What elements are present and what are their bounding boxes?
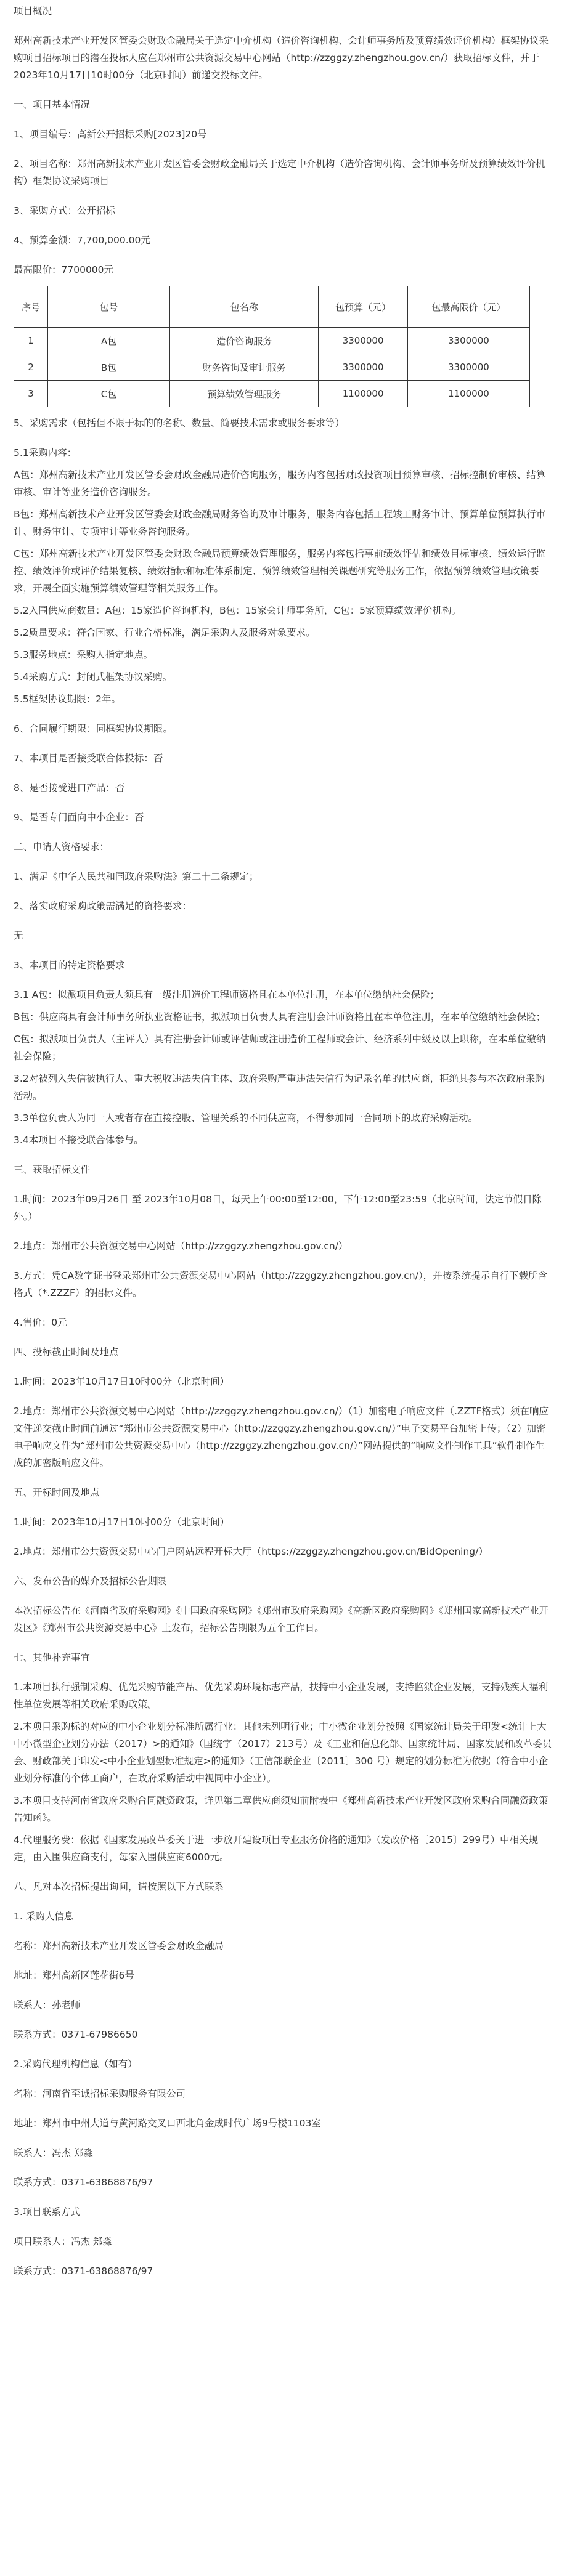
agency-phone: 联系方式：0371-63868876/97 [14,2177,153,2188]
procurement-method: 3、采购方式：公开招标 [14,205,115,216]
project-name: 2、项目名称：郑州高新技术产业开发区管委会财政金融局关于选定中介机构（造价咨询机构、会计师事务所及预算绩效评价机构）框架协议采购项目 [14,158,545,187]
project-contact-title: 3.项目联系方式 [14,2206,80,2218]
agency-info-title: 2.采购代理机构信息（如有） [14,2059,137,2070]
consortium-allowed: 7、本项目是否接受联合体投标：否 [14,753,163,764]
agency-address: 地址：郑州市中州大道与黄河路交叉口西北角金成时代广场9号楼1103室 [14,2118,321,2129]
header-package-no: 包号 [47,286,169,328]
table-header-row [14,286,530,328]
table-cell: 2 [14,354,48,381]
qualification-blacklist: 3.2对被列入失信被执行人、重大税收违法失信主体、政府采购严重违法失信行为记录名单的供应商，拒绝其参与本次政府采购活动。 [14,1073,545,1101]
imported-products: 8、是否接受进口产品：否 [14,782,125,793]
qualification-related-parties: 3.3单位负责人为同一人或者存在直接控股、管理关系的不同供应商，不得参加同一合同项下的政府采购活动。 [14,1112,478,1124]
deadline-location: 2.地点：郑州市公共资源交易中心网站（http://zzggzy.zhengzhou.gov.cn/）（1）加密电子响应文件（.ZZTF格式）须在响应文件递交截止时间前通过“郑州市公共资源交易中心（http://zzggzy.zhengzhou.gov.cn/）”电子交易平台加密上传；（2）加密电子响应文件为“郑州市公共资源交易中心（http://zzggzy.zhengzhou.gov.cn/）”网站提供的“响应文件制作工具”软件制作生成的加密版响应文件。 [14,1406,549,1468]
table-cell: 3300000 [319,354,407,381]
qualification-policy-value: 无 [14,930,23,941]
table-cell: 1 [14,328,48,354]
package-table [14,286,530,407]
sme-only: 9、是否专门面向中小企业：否 [14,812,144,823]
package-b-content: B包：郑州高新技术产业开发区管委会财政金融局财务咨询及审计服务，服务内容包括工程竣工财务审计、预算单位预算执行审计、财务审计、专项审计等业务咨询服务。 [14,509,546,537]
table-cell: A包 [47,328,169,354]
section-opening-title: 五、开标时间及地点 [14,1487,100,1498]
other-agency-fee: 4.代理服务费：依据《国家发展改革委关于进一步放开建设项目专业服务价格的通知》（发改价格〔2015〕299号）中相关规定，由入围供应商支付，每家入围供应商6000元。 [14,1834,539,1863]
table-cell: 造价咨询服务 [170,328,319,354]
overview-heading: 项目概况 [14,6,52,17]
table-cell: 财务咨询及审计服务 [170,354,319,381]
header-package-max-price: 包最高限价（元） [407,286,529,328]
obtain-method: 3.方式：凭CA数字证书登录郑州市公共资源交易中心网站（http://zzggzy.zhengzhou.gov.cn/），并按系统提示自行下载所含格式（*.ZZZF）的招标文件。 [14,1270,548,1298]
max-price: 最高限价：7700000元 [14,264,114,275]
obtain-price: 4.售价：0元 [14,1317,67,1328]
service-location: 5.3服务地点：采购人指定地点。 [14,649,153,660]
project-number: 1、项目编号：高新公开招标采购[2023]20号 [14,129,207,140]
purchaser-contact: 联系人：孙老师 [14,1999,81,2011]
section-media-title: 六、发布公告的媒介及招标公告期限 [14,1576,167,1587]
other-financing: 3.本项目支持河南省政府采购合同融资政策，详见第二章供应商须知前附表中《郑州高新技术产业开发区政府采购合同融资政策告知函》。 [14,1795,549,1823]
contract-period: 6、合同履行期限：同框架协议期限。 [14,723,173,734]
obtain-time: 1.时间：2023年09月26日 至 2023年10月08日，每天上午00:00至12:00，下午12:00至23:59（北京时间，法定节假日除外。） [14,1194,542,1222]
obtain-location: 2.地点：郑州市公共资源交易中心网站（http://zzggzy.zhengzhou.gov.cn/） [14,1241,348,1252]
table-row [14,354,530,381]
header-package-budget: 包预算（元） [319,286,407,328]
package-a-content: A包：郑州高新技术产业开发区管委会财政金融局造价咨询服务，服务内容包括财政投资项目预算审核、招标控制价审核、结算审核、审计等业务造价咨询服务。 [14,469,546,498]
header-index: 序号 [14,286,48,328]
procurement-content-title: 5.1采购内容： [14,447,77,458]
deadline-time: 1.时间：2023年10月17日10时00分（北京时间） [14,1376,230,1387]
qualification-package-a: 3.1 A包：拟派项目负责人须具有一级注册造价工程师资格且在本单位注册，在本单位缴纳社会保险； [14,989,440,1000]
project-contact-phone: 联系方式：0371-63868876/97 [14,2266,153,2277]
qualification-package-c: C包：拟派项目负责人（主评人）具有注册会计师或评估师或注册造价工程师或会计、经济系列中级及以上职称，在本单位缴纳社会保险； [14,1034,546,1062]
quality-requirement: 5.2质量要求：符合国家、行业合格标准，满足采购人及服务对象要求。 [14,627,316,638]
section-other-title: 七、其他补充事宜 [14,1652,91,1663]
section-qualification-title: 二、申请人资格要求： [14,841,110,853]
table-cell: 3300000 [407,354,529,381]
agency-contact: 联系人：冯杰 郑淼 [14,2147,93,2158]
header-package-name: 包名称 [170,286,319,328]
other-policy: 1.本项目执行强制采购、优先采购节能产品、优先采购环境标志产品，扶持中小企业发展，支持监狱企业发展，支持残疾人福利性单位发展等相关政府采购政策。 [14,1682,549,1710]
table-cell: 3 [14,381,48,407]
section-contact-title: 八、凡对本次招标提出询问，请按照以下方式联系 [14,1881,224,1892]
opening-location: 2.地点：郑州市公共资源交易中心门户网站远程开标大厅（https://zzggzy.zhengzhou.gov.cn/BidOpening/） [14,1546,488,1557]
qualification-policy: 2、落实政府采购政策需满足的资格要求： [14,901,192,912]
procurement-type: 5.4采购方式：封闭式框架协议采购。 [14,671,173,682]
section-basic-info-title: 一、项目基本情况 [14,99,91,110]
table-cell: 预算绩效管理服务 [170,381,319,407]
table-cell: 1100000 [319,381,407,407]
media-text: 本次招标公告在《河南省政府采购网》《中国政府采购网》《郑州市政府采购网》《高新区政府采购网》《郑州国家高新技术产业开发区》《郑州市公共资源交易中心》上发布，招标公告期限为五个工作日。 [14,1605,549,1634]
qualification-specific-title: 3、本项目的特定资格要求 [14,960,125,971]
opening-time: 1.时间：2023年10月17日10时00分（北京时间） [14,1517,230,1528]
qualification-law: 1、满足《中华人民共和国政府采购法》第二十二条规定； [14,871,259,882]
purchaser-name: 名称：郑州高新技术产业开发区管委会财政金融局 [14,1940,224,1951]
section-deadline-title: 四、投标截止时间及地点 [14,1347,119,1358]
procurement-requirements: 5、采购需求（包括但不限于标的的名称、数量、简要技术需求或服务要求等） [14,418,345,429]
qualification-package-b: B包：供应商具有会计师事务所执业资格证书，拟派项目负责人具有注册会计师资格且在本单位注册，在本单位缴纳社会保险； [14,1011,546,1023]
table-cell: 3300000 [319,328,407,354]
table-cell: 3300000 [407,328,529,354]
project-contact-person: 项目联系人：冯杰 郑淼 [14,2236,112,2247]
section-obtain-docs-title: 三、获取招标文件 [14,1164,91,1175]
purchaser-address: 地址：郑州高新区莲花街6号 [14,1970,134,1981]
qualification-no-consortium: 3.4本项目不接受联合体参与。 [14,1135,144,1146]
table-cell: 1100000 [407,381,529,407]
agreement-period: 5.5框架协议期限：2年。 [14,694,121,705]
table-row [14,381,530,407]
purchaser-info-title: 1. 采购人信息 [14,1911,74,1922]
table-row [14,328,530,354]
table-cell: B包 [47,354,169,381]
package-c-content: C包：郑州高新技术产业开发区管委会财政金融局预算绩效管理服务，服务内容包括事前绩效评估和绩效目标审核、绩效运行监控、绩效评价或评价结果复核、绩效指标和标准体系制定、预算绩效管理相关课题研究等服务工作，依据预算绩效管理政策要求，开展全面实施预算绩效管理等相关服务工作。 [14,548,546,594]
overview-text: 郑州高新技术产业开发区管委会财政金融局关于选定中介机构（造价咨询机构、会计师事务所及预算绩效评价机构）框架协议采购项目招标项目的潜在投标人应在郑州市公共资源交易中心网站（http://zzggzy.zhengzhou.gov.cn/）获取招标文件，并于2023年10月17日10时00分（北京时间）前递交投标文件。 [14,35,549,81]
other-sme-standard: 2.本项目采购标的对应的中小企业划分标准所属行业：其他未列明行业；中小微企业划分按照《国家统计局关于印发<统计上大中小微型企业划分办法（2017）>的通知》（国统字（2017）213号）及《工业和信息化部、国家统计局、国家发展和改革委员会、财政部关于印发<中小企业划型标准规定>的通知》（工信部联企业〔2011〕300 号）规定的划分标准为依据（符合中小企业划分标准的个体工商户，在政府采购活动中视同中小企业）。 [14,1721,552,1784]
supplier-count: 5.2入围供应商数量：A包：15家造价咨询机构，B包：15家会计师事务所，C包：5家预算绩效评价机构。 [14,605,462,616]
table-cell: C包 [47,381,169,407]
budget-amount: 4、预算金额：7,700,000.00元 [14,235,150,246]
purchaser-phone: 联系方式：0371-67986650 [14,2029,138,2040]
agency-name: 名称：河南省至诚招标采购服务有限公司 [14,2088,186,2099]
